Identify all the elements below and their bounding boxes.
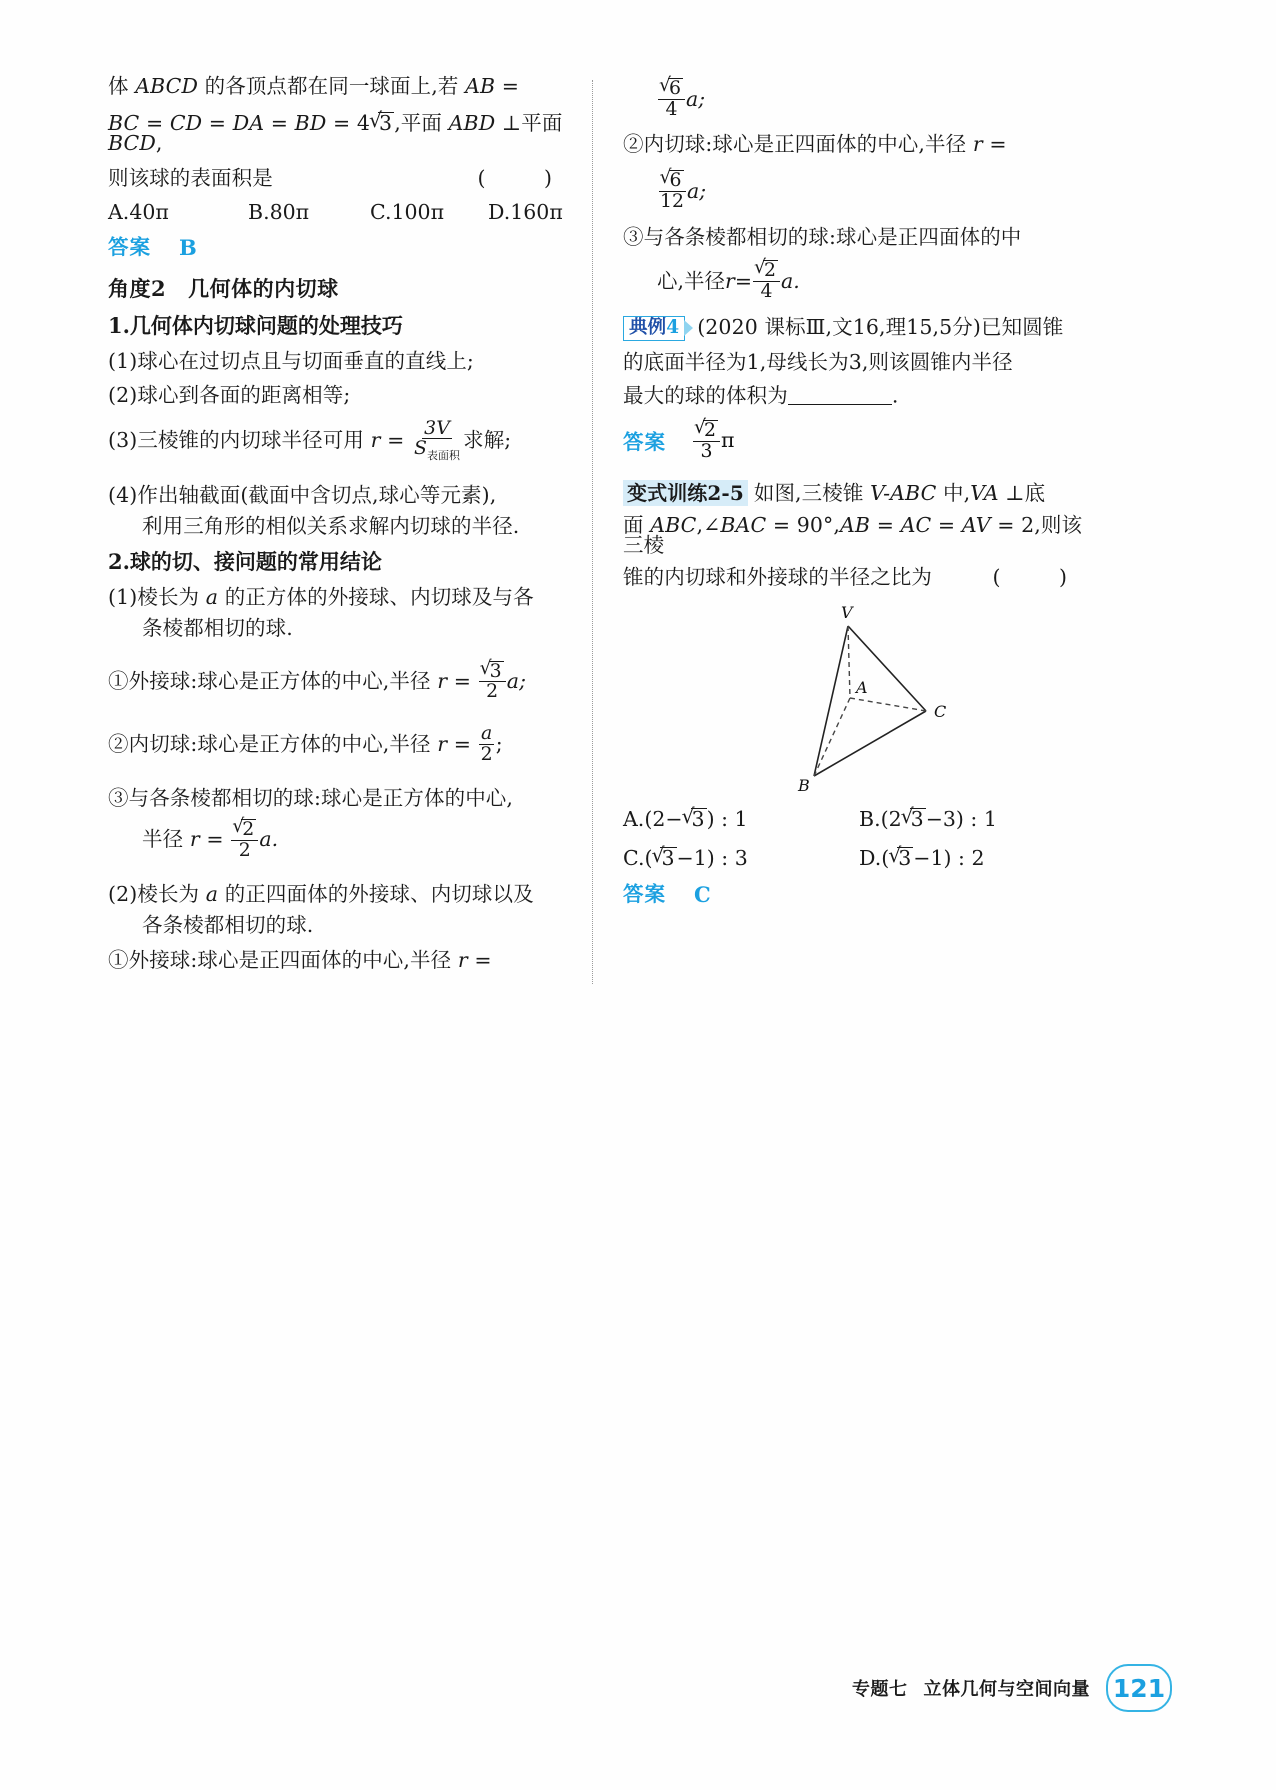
dianli-4-line-1 bbox=[623, 316, 1093, 341]
fraction-sqrt6-over-4 bbox=[658, 77, 685, 120]
text-run: ②内切球:球心是正方体的中心,半径 bbox=[108, 731, 438, 756]
answer-paren: ( ) bbox=[477, 165, 578, 190]
text-run: (2 bbox=[880, 807, 902, 832]
text-run: = bbox=[495, 74, 520, 98]
conclusion-1-circ-3: ③与各条棱都相切的球:球心是正方体的中心, bbox=[108, 785, 514, 810]
text-run: ①外接球:球心是正方体的中心,半径 bbox=[108, 668, 438, 693]
text-run: = bbox=[870, 512, 901, 537]
fraction-denominator: 3 bbox=[700, 440, 713, 463]
bianshi-line-1 bbox=[623, 483, 1093, 504]
radicand: 3 bbox=[661, 845, 675, 870]
heading-technique-1: 1.几何体内切球问题的处理技巧 bbox=[108, 312, 403, 338]
text-run: ( bbox=[881, 845, 890, 870]
fraction-numerator bbox=[659, 169, 686, 192]
option-b[interactable] bbox=[859, 807, 997, 830]
math-bac: BAC bbox=[720, 512, 767, 537]
sqrt-2 bbox=[233, 818, 256, 840]
option-a[interactable] bbox=[623, 807, 859, 830]
math-bc: BC bbox=[108, 110, 140, 135]
answer-block-1 bbox=[108, 234, 578, 260]
fraction-numerator bbox=[693, 419, 720, 442]
text-run: a; bbox=[506, 668, 527, 693]
text-run: a. bbox=[781, 268, 800, 293]
fraction-3v-over-s bbox=[412, 416, 462, 463]
bianshi-line-2 bbox=[623, 512, 1093, 558]
option-row-cd bbox=[623, 846, 1093, 869]
math-abcd: ABCD bbox=[135, 74, 198, 98]
option-b[interactable]: B.80π bbox=[248, 200, 310, 224]
dianli-tag bbox=[623, 316, 685, 341]
bianshi-tag: 变式训练2-5 bbox=[623, 480, 748, 506]
text-run: 求解; bbox=[463, 427, 512, 452]
text-run: = bbox=[931, 512, 962, 537]
option-c[interactable]: C.100π bbox=[370, 200, 445, 224]
sqrt-3 bbox=[889, 846, 913, 869]
dianli-tag-number: 4 bbox=[666, 317, 680, 338]
tetra-circ-3: ③与各条棱都相切的球:球心是正四面体的中 bbox=[623, 224, 1022, 249]
conclusion-2-circ-1 bbox=[108, 947, 578, 972]
answer-paren: ( ) bbox=[992, 564, 1093, 589]
math-a: a bbox=[205, 584, 219, 609]
text-run: 中, bbox=[936, 481, 971, 506]
text-run: , bbox=[155, 131, 163, 155]
fraction-sqrt2-over-4 bbox=[753, 259, 780, 302]
radicand: 3 bbox=[691, 807, 705, 832]
formula-sqrt6-over-4 bbox=[623, 76, 1093, 122]
fraction-numerator bbox=[658, 77, 685, 100]
option-a[interactable]: A.40π bbox=[108, 200, 169, 224]
text-run: 面 bbox=[623, 512, 651, 537]
math-bd: BD bbox=[294, 110, 327, 135]
dianli-source-text: (2020 课标Ⅲ,文16,理15,5分)已知圆锥 bbox=[697, 314, 1064, 339]
text-run: ,平面 bbox=[394, 110, 449, 135]
question-continuation-line-1 bbox=[108, 76, 578, 97]
text-run: = bbox=[447, 668, 478, 693]
text-run: a; bbox=[686, 86, 706, 111]
heading-angle-title: 几何体的内切球 bbox=[188, 275, 339, 301]
edge-bv bbox=[814, 626, 848, 776]
radicand: 2 bbox=[242, 818, 255, 841]
vertex-label-b: B bbox=[798, 776, 810, 792]
sqrt-3 bbox=[902, 807, 926, 830]
footer-topic-line bbox=[852, 1675, 1090, 1701]
sqrt-3 bbox=[652, 846, 676, 869]
text-run: 心,半径 bbox=[657, 268, 726, 293]
answer-block-dianli-4 bbox=[623, 420, 1093, 463]
text-run: −3) : 1 bbox=[925, 807, 997, 832]
bianshi-line-3 bbox=[623, 564, 1093, 589]
text-run: = bbox=[202, 110, 233, 135]
math-av: AV bbox=[961, 512, 991, 537]
text-run: 最大的球的体积为 bbox=[623, 383, 788, 408]
math-ab: AB bbox=[465, 74, 496, 98]
text-run: 的各顶点都在同一球面上,若 bbox=[198, 74, 466, 98]
edge-va-dashed bbox=[848, 626, 850, 698]
fraction-denominator: 2 bbox=[486, 680, 499, 703]
fraction-sqrt2-over-3 bbox=[693, 419, 720, 462]
text-run: 体 bbox=[108, 74, 136, 98]
heading-angle-number: 角度2 bbox=[108, 275, 167, 301]
text-run: = bbox=[982, 132, 1007, 156]
text-run: = 90°, bbox=[766, 512, 840, 537]
text-run: a; bbox=[687, 179, 707, 204]
vertex-label-v: V bbox=[841, 603, 853, 623]
left-column bbox=[108, 76, 592, 984]
text-run: 半径 bbox=[142, 827, 190, 852]
radicand: 2 bbox=[764, 258, 777, 281]
radicand: 3 bbox=[489, 659, 502, 682]
dianli-tag-label: 典例 bbox=[629, 317, 667, 338]
sqrt-6 bbox=[660, 77, 683, 99]
dianli-4-line-2: 的底面半径为1,母线长为3,则该圆锥内半径 bbox=[623, 349, 1013, 374]
radicand: 3 bbox=[910, 807, 924, 832]
text-run: (3)三棱锥的内切球半径可用 bbox=[108, 427, 371, 452]
technique-item-1: (1)球心在过切点且与切面垂直的直线上; bbox=[108, 348, 474, 373]
fraction-a-over-2 bbox=[479, 724, 495, 765]
answer-label: 答案 bbox=[623, 429, 666, 454]
math-s: S bbox=[413, 437, 428, 460]
fraction-numerator bbox=[479, 660, 506, 683]
technique-item-4-cont: 利用三角形的相似关系求解内切球的半径. bbox=[142, 514, 520, 539]
answer-value-fraction bbox=[692, 420, 734, 463]
fraction-denominator: 4 bbox=[760, 279, 773, 302]
fraction-numerator: a bbox=[481, 722, 493, 745]
answer-value: B bbox=[179, 234, 197, 260]
fraction-denominator: 2 bbox=[238, 839, 251, 862]
edge-vc bbox=[848, 626, 926, 711]
subscript-surface-area: 表面积 bbox=[427, 449, 461, 463]
sqrt-2 bbox=[695, 419, 718, 441]
text-run: (1)棱长为 bbox=[108, 584, 206, 609]
footer-title: 立体几何与空间向量 bbox=[923, 1679, 1090, 1700]
tetra-circ-2 bbox=[623, 134, 1093, 155]
text-run: 则该球的表面积是 bbox=[108, 165, 273, 190]
text-run: a. bbox=[259, 827, 279, 852]
radicand: 3 bbox=[379, 110, 393, 135]
fraction-numerator: 3V bbox=[424, 416, 450, 439]
text-run: . bbox=[891, 383, 899, 408]
math-r: r bbox=[189, 827, 200, 852]
option-key: A. bbox=[623, 807, 645, 832]
answer-label: 答案 bbox=[108, 234, 151, 259]
question-continuation-line-3 bbox=[108, 165, 578, 190]
text-run: = bbox=[734, 268, 753, 293]
fraction-denominator: 4 bbox=[665, 97, 678, 120]
option-row-left bbox=[108, 202, 578, 223]
radicand: 3 bbox=[898, 845, 912, 870]
math-r: r bbox=[437, 668, 448, 693]
conclusion-1-circ-3-cont bbox=[108, 819, 578, 862]
math-r: r bbox=[457, 947, 468, 972]
vertex-label-c: C bbox=[934, 702, 947, 722]
math-a: a bbox=[205, 881, 219, 906]
math-da: DA bbox=[232, 110, 265, 135]
math-r: r bbox=[972, 132, 983, 156]
edge-bc bbox=[814, 711, 926, 776]
text-run: = 4 bbox=[326, 110, 371, 135]
math-cd: CD bbox=[169, 110, 203, 135]
text-run: (2)棱长为 bbox=[108, 881, 206, 906]
radicand: 6 bbox=[669, 169, 682, 192]
math-abc: ABC bbox=[650, 512, 697, 537]
text-run: 锥的内切球和外接球的半径之比为 bbox=[623, 564, 932, 589]
text-run: = bbox=[264, 110, 295, 135]
math-ac: AC bbox=[900, 512, 932, 537]
conclusion-2-cont: 各条棱都相切的球. bbox=[142, 913, 314, 938]
option-row-ab bbox=[623, 807, 1093, 830]
right-column bbox=[593, 76, 1093, 925]
page-number-badge: 121 bbox=[1106, 1664, 1172, 1712]
text-run: 如图,三棱锥 bbox=[753, 481, 871, 506]
answer-value: C bbox=[694, 882, 711, 908]
text-run: ) : 1 bbox=[706, 807, 748, 832]
conclusion-1-circ-2 bbox=[108, 722, 578, 766]
radicand: 2 bbox=[704, 419, 716, 442]
fraction-numerator bbox=[231, 818, 258, 841]
option-d[interactable]: D.160π bbox=[488, 200, 563, 224]
text-run: ①外接球:球心是正四面体的中心,半径 bbox=[108, 947, 458, 972]
conclusion-1-circ-1 bbox=[108, 661, 578, 704]
fill-in-blank[interactable] bbox=[788, 383, 892, 405]
answer-label: 答案 bbox=[623, 882, 666, 907]
technique-item-2: (2)球心到各面的距离相等; bbox=[108, 383, 351, 407]
sqrt-3 bbox=[481, 660, 504, 682]
option-c[interactable] bbox=[623, 846, 859, 869]
text-run: 的正方体的外接球、内切球及与各 bbox=[218, 584, 534, 609]
conclusion-1-cont: 条棱都相切的球. bbox=[142, 616, 293, 641]
text-run: = bbox=[467, 947, 492, 972]
fraction-denominator bbox=[412, 439, 462, 461]
text-run: −1) : 2 bbox=[913, 845, 985, 870]
text-run: (2− bbox=[644, 807, 683, 832]
question-continuation-line-2 bbox=[108, 111, 578, 154]
tetrahedron-diagram bbox=[623, 601, 1093, 791]
tetrahedron-svg bbox=[728, 601, 988, 791]
text-run: = bbox=[447, 731, 478, 756]
math-r: r bbox=[725, 268, 735, 293]
heading-angle-2 bbox=[108, 275, 578, 301]
formula-sqrt6-over-12 bbox=[623, 169, 1093, 215]
math-bcd: BCD bbox=[108, 131, 156, 155]
math-ab: AB bbox=[840, 512, 871, 537]
page-footer bbox=[852, 1664, 1172, 1712]
footer-topic: 专题七 bbox=[852, 1679, 908, 1700]
text-run: ⊥平面 bbox=[495, 110, 563, 135]
conclusion-1 bbox=[108, 584, 578, 609]
text-run: ②内切球:球心是正四面体的中心,半径 bbox=[623, 132, 973, 156]
text-run: = bbox=[199, 827, 231, 852]
fraction-sqrt2-over-2 bbox=[231, 818, 258, 861]
math-abd: ABD bbox=[448, 110, 496, 135]
text-run: = bbox=[380, 427, 411, 452]
option-key: D. bbox=[859, 845, 882, 870]
dianli-4-line-3 bbox=[623, 383, 1093, 406]
option-d[interactable] bbox=[859, 846, 984, 869]
conclusion-2 bbox=[108, 881, 578, 906]
text-run: ,∠ bbox=[696, 512, 721, 537]
text-run: ; bbox=[495, 731, 503, 756]
math-vabc: V-ABC bbox=[870, 481, 937, 506]
math-va: VA bbox=[970, 481, 999, 506]
sqrt-3 bbox=[683, 807, 707, 830]
fraction-sqrt6-over-12 bbox=[658, 169, 686, 212]
sqrt-2 bbox=[755, 259, 778, 281]
sqrt-3 bbox=[370, 111, 394, 134]
math-r: r bbox=[437, 731, 448, 756]
option-key: B. bbox=[859, 807, 881, 832]
text-run: 的正四面体的外接球、内切球以及 bbox=[218, 881, 534, 906]
technique-item-3 bbox=[108, 416, 578, 463]
fraction-denominator: 12 bbox=[660, 190, 684, 212]
two-column-body bbox=[108, 76, 1170, 984]
answer-block-bianshi bbox=[623, 882, 1093, 908]
sqrt-6 bbox=[661, 169, 684, 191]
fraction-denominator: 2 bbox=[480, 742, 493, 765]
text-run: = bbox=[139, 110, 170, 135]
heading-conclusions-2: 2.球的切、接问题的常用结论 bbox=[108, 548, 382, 574]
math-r: r bbox=[370, 427, 381, 452]
technique-item-4: (4)作出轴截面(截面中含切点,球心等元素), bbox=[108, 482, 497, 507]
radicand: 6 bbox=[669, 76, 681, 99]
tetra-circ-3-cont bbox=[623, 258, 1093, 304]
text-run: = 2,则该三棱 bbox=[623, 512, 1083, 558]
text-run: ( bbox=[644, 845, 653, 870]
vertex-label-a: A bbox=[856, 678, 868, 698]
text-run: −1) : 3 bbox=[676, 845, 748, 870]
edge-ab-dashed bbox=[814, 698, 850, 776]
edge-ac-dashed bbox=[850, 698, 926, 711]
text-run: ⊥底 bbox=[998, 481, 1046, 506]
fraction-numerator bbox=[753, 259, 780, 282]
fraction-sqrt3-over-2 bbox=[479, 660, 506, 703]
option-key: C. bbox=[623, 845, 645, 870]
pi-symbol: π bbox=[721, 428, 735, 453]
